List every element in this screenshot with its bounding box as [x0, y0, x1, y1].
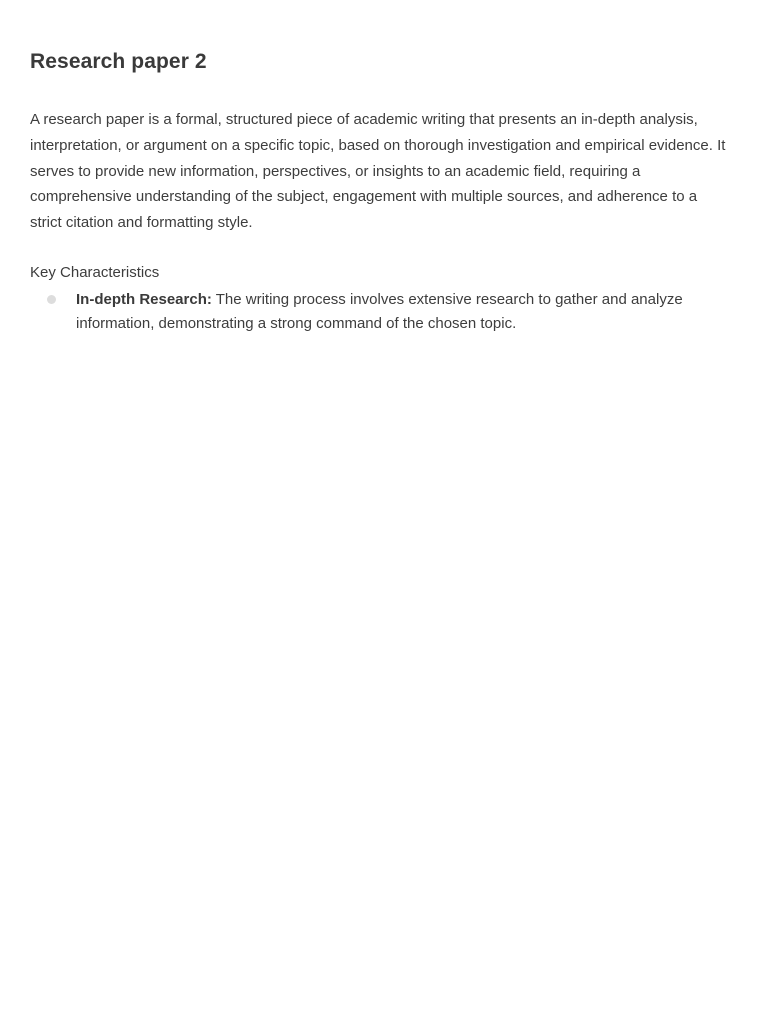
section-heading: Key Characteristics — [30, 264, 160, 281]
intro-paragraph: A research paper is a formal, structured piece of academic writing that presents an in-depth analysis, interpretation, or argument on a specific topic, based on thorough investigation and empirical evidence. It serves to provide new information, perspectives, or insights to an academic field, requiring a comprehensive understanding of the subject, engagement with multiple sources, and adherence to a strict citation and formatting style. — [30, 111, 726, 232]
page-title: Research paper 2 — [30, 50, 207, 73]
list-item-text: The writing process involves extensive research to gather and analyze information, demonstrating a strong command of the chosen topic. — [76, 291, 683, 332]
bullet-icon — [47, 295, 56, 304]
list-item-term: In-depth Research: — [76, 291, 212, 308]
characteristics-list — [30, 288, 742, 336]
list-item — [30, 288, 742, 336]
